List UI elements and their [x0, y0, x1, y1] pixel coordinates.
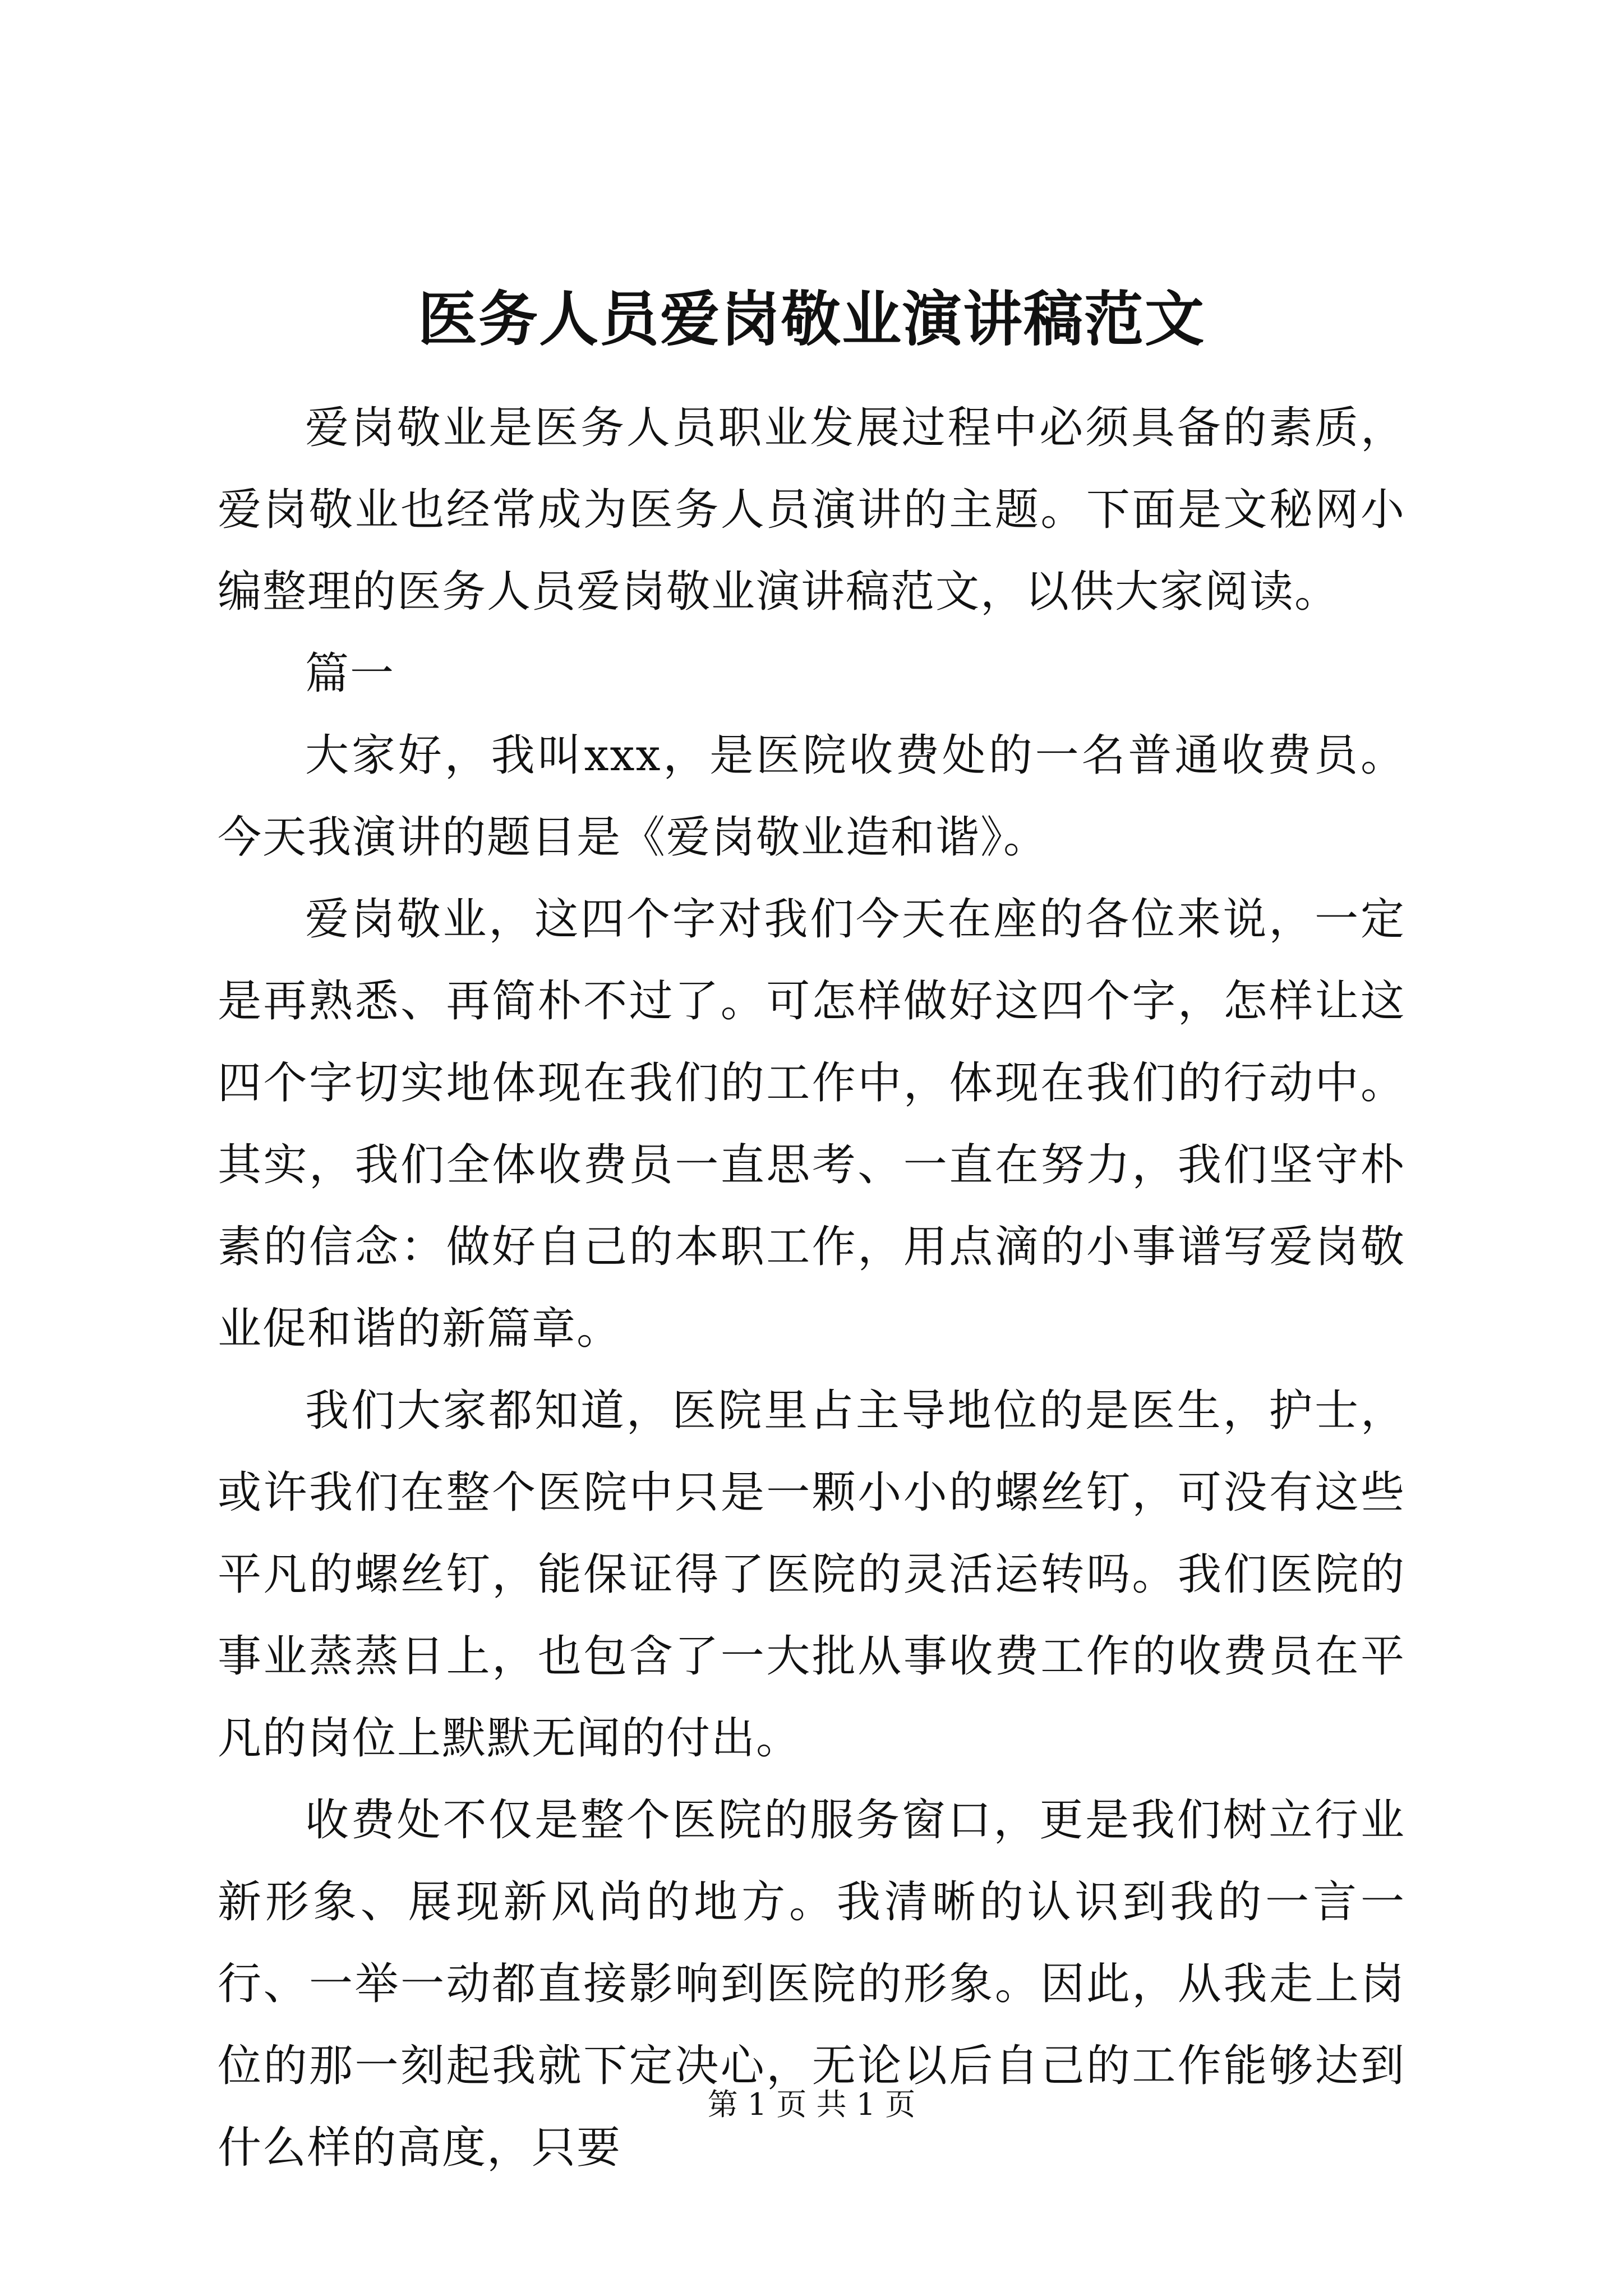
paragraph-intro: 爱岗敬业是医务人员职业发展过程中必须具备的素质，爱岗敬业也经常成为医务人员演讲的主题。下面是文秘网小编整理的医务人员爱岗敬业演讲稿范文，以供大家阅读。 [218, 403, 1405, 617]
document-body [218, 387, 1405, 2189]
paragraph-greeting: 大家好，我叫xxx，是医院收费处的一名普通收费员。今天我演讲的题目是《爱岗敬业造和谐》。 [218, 730, 1405, 863]
paragraph-body: 收费处不仅是整个医院的服务窗口，更是我们树立行业新形象、展现新风尚的地方。我清晰的认识到我的一言一行、一举一动都直接影响到医院的形象。因此，从我走上岗位的那一刻起我就下定决心，无论以后自己的工作能够达到什么样的高度，只要 [218, 1795, 1405, 2173]
paragraph-body: 我们大家都知道，医院里占主导地位的是医生，护士，或许我们在整个医院中只是一颗小小的螺丝钉，可没有这些平凡的螺丝钉，能保证得了医院的灵活运转吗。我们医院的事业蒸蒸日上，也包含了一大批从事收费工作的收费员在平凡的岗位上默默无闻的付出。 [218, 1386, 1405, 1764]
page-footer: 第 1 页 共 1 页 [707, 2087, 916, 2122]
document-title: 医务人员爱岗敬业演讲稿范文 [418, 284, 1205, 354]
paragraph-body: 爱岗敬业，这四个字对我们今天在座的各位来说，一定是再熟悉、再简朴不过了。可怎样做好这四个字，怎样让这四个字切实地体现在我们的工作中，体现在我们的行动中。其实，我们全体收费员一直思考、一直在努力，我们坚守朴素的信念：做好自己的本职工作，用点滴的小事谱写爱岗敬业促和谐的新篇章。 [218, 894, 1405, 1354]
paragraph-section-heading: 篇一 [305, 648, 395, 699]
